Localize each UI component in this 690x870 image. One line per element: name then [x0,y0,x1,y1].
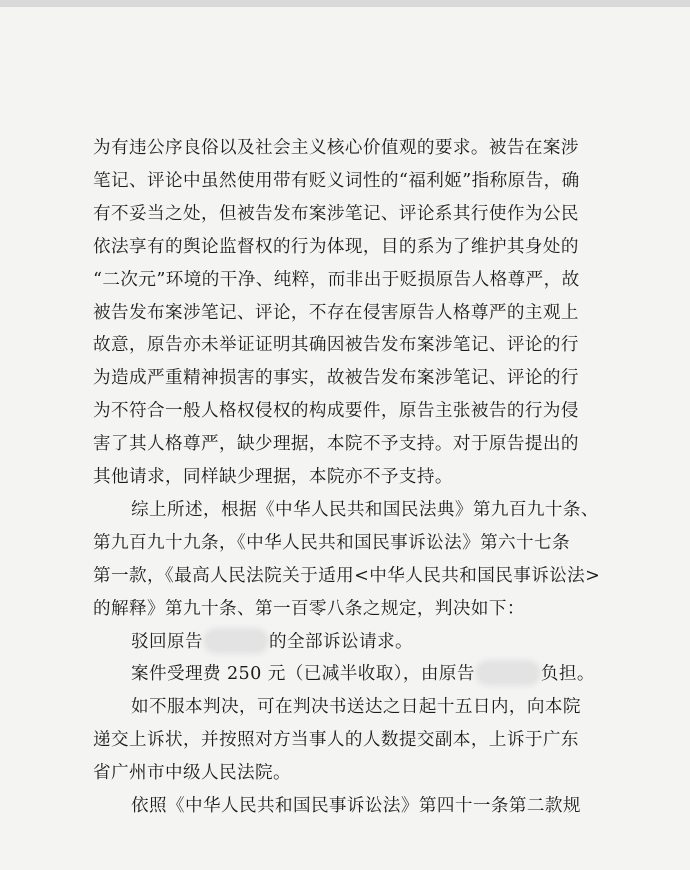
text-line: 为有违公序良俗以及社会主义核心价值观的要求。被告在案涉 [93,138,579,158]
text-line: 依法享有的舆论监督权的行为体现，目的系为了维护其身处的 [93,237,579,257]
text-line: 为造成严重精神损害的事实，故被告发布案涉笔记、评论的行 [93,368,579,388]
text-line: 有不妥当之处，但被告发布案涉笔记、评论系其行使作为公民 [93,204,579,224]
text-line: 被告发布案涉笔记、评论，不存在侵害原告人格尊严的主观上 [93,303,579,323]
redacted-name [207,632,265,650]
text-line: 的解释》第九十条、第一百零八条之规定，判决如下： [93,599,525,619]
text-fragment: 案件受理费 250 元（已减半收取），由原告 [131,664,475,684]
top-border [0,0,690,7]
text-line: 第一款，《最高人民法院关于适用<中华人民共和国民事诉讼法> [93,566,601,586]
text-line: “二次元”环境的干净、纯粹，而非出于贬损原告人格尊严，故 [93,270,580,290]
text-line: 笔记、评论中虽然使用带有贬义词性的“福利姬”指称原告，确 [93,171,580,191]
redacted-name [479,664,537,682]
ruling-fee-line [131,658,613,690]
text-line: 第九百九十九条，《中华人民共和国民事诉讼法》第六十七条 [93,533,571,553]
text-line: 其他请求，同样缺少理据，本院亦不予支持。 [93,467,453,487]
text-line: 依照《中华人民共和国民事诉讼法》第四十一条第二款规 [131,796,581,816]
text-line: 综上所述，根据《中华人民共和国民法典》第九百九十条、 [131,500,599,520]
ruling-dismissal-line [131,626,613,658]
text-line: 省广州市中级人民法院。 [93,763,291,783]
text-fragment: 负担。 [540,664,595,684]
text-fragment: 驳回原告 [131,632,203,652]
text-fragment: 的全部诉讼请求。 [268,632,413,652]
text-line: 为不符合一般人格权侵权的构成要件，原告主张被告的行为侵 [93,401,579,421]
text-line: 故意，原告亦未举证证明其确因被告发布案涉笔记、评论的行 [93,335,579,355]
text-line: 害了其人格尊严，缺少理据，本院不予支持。对于原告提出的 [93,434,579,454]
text-line: 如不服本判决，可在判决书送达之日起十五日内，向本院 [131,697,581,717]
text-line: 递交上诉状，并按照对方当事人的人数提交副本，上诉于广东 [93,730,579,750]
document-page [0,7,690,870]
